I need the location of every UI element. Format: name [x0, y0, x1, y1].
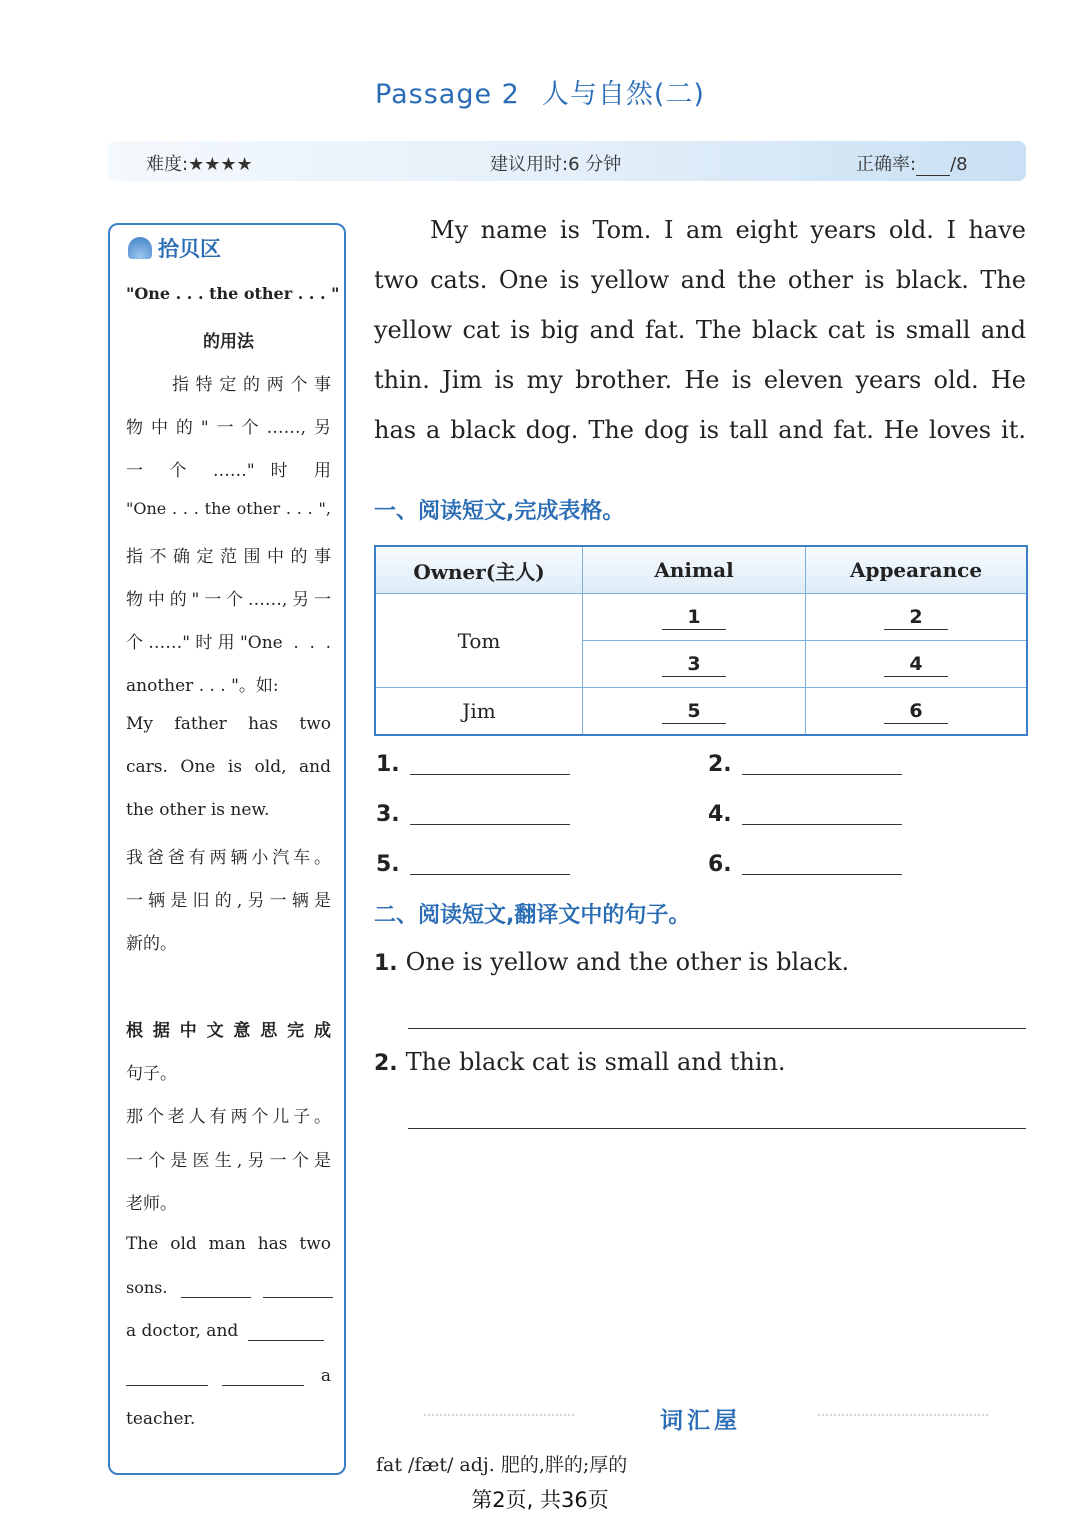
- sidebar-line: teacher.: [126, 1409, 196, 1429]
- passage-line: has a black dog. The dog is tall and fat. He loves it.: [374, 416, 1026, 444]
- sidebar-line: 句子。: [126, 1064, 177, 1084]
- fill-blank[interactable]: [126, 1369, 208, 1386]
- section1-title: 一、阅读短文,完成表格。: [374, 499, 625, 524]
- sidebar-line: "One . . . the other . . . ": [126, 284, 340, 303]
- answer-line[interactable]: [742, 806, 902, 825]
- passage-line: yellow cat is big and fat. The black cat is small and: [374, 316, 1026, 344]
- sidebar-line: 新的。: [126, 934, 177, 954]
- sidebar-line: 我爸爸有两辆小汽车。: [126, 848, 331, 868]
- blank-5[interactable]: 5: [662, 699, 726, 724]
- page-number: 第2页, 共36页: [471, 1488, 609, 1512]
- sidebar-line: 一个是医生,另一个是: [126, 1151, 331, 1171]
- sidebar-line: My father has two: [126, 714, 331, 734]
- owner-cell: Tom: [375, 594, 583, 688]
- sidebar-line: a doctor, and: [126, 1321, 331, 1341]
- sidebar-line: The old man has two: [126, 1234, 331, 1254]
- sidebar-line: 根据中文意思完成: [126, 1021, 331, 1041]
- sidebar-line: cars. One is old, and: [126, 757, 331, 777]
- table-cell: [583, 641, 806, 688]
- info-bar: [108, 141, 1026, 181]
- sidebar-line: 个……"时用"One . . .: [126, 633, 331, 653]
- sidebar-line: 的用法: [203, 332, 254, 352]
- blank-6[interactable]: 6: [884, 699, 948, 724]
- table-cell: [806, 641, 1028, 688]
- sidebar-line: a: [126, 1366, 331, 1386]
- sidebar-title: 拾贝区: [128, 233, 221, 263]
- answer-2: 2.: [708, 752, 902, 777]
- passage-line: My name is Tom. I am eight years old. I have: [430, 216, 1026, 244]
- sidebar-line: 一辆是旧的,另一辆是: [126, 891, 331, 911]
- answer-6: 6.: [708, 852, 902, 877]
- fill-blank[interactable]: [181, 1281, 251, 1298]
- table-cell: [583, 594, 806, 641]
- passage-line: two cats. One is yellow and the other is black. The: [374, 266, 1026, 294]
- sidebar-line: 那个老人有两个儿子。: [126, 1107, 331, 1127]
- table-header: Animal: [583, 546, 806, 594]
- table-cell: [806, 594, 1028, 641]
- sidebar-line: another . . . "。如:: [126, 676, 279, 696]
- vocab-title: 词汇屋: [660, 1408, 741, 1434]
- fill-blank[interactable]: [248, 1324, 324, 1341]
- section2-title: 二、阅读短文,翻译文中的句子。: [374, 903, 691, 928]
- table-header: Appearance: [806, 546, 1028, 594]
- answer-line[interactable]: [410, 806, 570, 825]
- translation-line-1[interactable]: [408, 1028, 1026, 1029]
- answer-line[interactable]: [410, 756, 570, 775]
- table-cell: [806, 688, 1028, 736]
- answer-1: 1.: [376, 752, 570, 777]
- sidebar-line: "One . . . the other . . . ",: [126, 499, 331, 518]
- vocab-entry: fat /fæt/ adj. 肥的,胖的;厚的: [376, 1454, 628, 1476]
- sidebar-line: the other is new.: [126, 800, 270, 820]
- answer-line[interactable]: [410, 856, 570, 875]
- owner-table: [374, 545, 1028, 736]
- suggested-time: 建议用时:6 分钟: [490, 154, 622, 175]
- difficulty-label: 难度:★★★★: [146, 154, 253, 175]
- table-cell: [583, 688, 806, 736]
- answer-4: 4.: [708, 802, 902, 827]
- divider: [818, 1414, 988, 1416]
- blank-4[interactable]: 4: [884, 652, 948, 677]
- sidebar-line: 指特定的两个事: [172, 375, 331, 395]
- sidebar-line: 物中的"一个……,另一: [126, 590, 331, 610]
- translate-question-1: 1. One is yellow and the other is black.: [374, 948, 850, 976]
- shell-icon: [128, 237, 152, 259]
- translate-question-2: 2. The black cat is small and thin.: [374, 1048, 786, 1076]
- fill-blank[interactable]: [222, 1369, 304, 1386]
- fill-blank[interactable]: [263, 1281, 333, 1298]
- translation-line-2[interactable]: [408, 1128, 1026, 1129]
- sidebar-line: 物中的"一个……,另: [126, 418, 331, 438]
- page-title: [0, 72, 1080, 111]
- passage-theme: 人与自然(二): [541, 79, 705, 110]
- answer-3: 3.: [376, 802, 570, 827]
- passage-line: thin. Jim is my brother. He is eleven years old. He: [374, 366, 1026, 394]
- blank-3[interactable]: 3: [662, 652, 726, 677]
- table-header: Owner(主人): [375, 546, 583, 594]
- blank-2[interactable]: 2: [884, 605, 948, 630]
- passage-number: Passage 2: [375, 79, 520, 110]
- blank-1[interactable]: 1: [662, 605, 726, 630]
- accuracy-label: 正确率: /8: [856, 154, 968, 175]
- sidebar-line: 一 个 ……" 时 用: [126, 461, 331, 481]
- answer-line[interactable]: [742, 756, 902, 775]
- divider: [424, 1414, 574, 1416]
- answer-5: 5.: [376, 852, 570, 877]
- answer-line[interactable]: [742, 856, 902, 875]
- sidebar-line: sons.: [126, 1278, 331, 1298]
- owner-cell: Jim: [375, 688, 583, 736]
- sidebar-line: 老师。: [126, 1194, 177, 1214]
- sidebar-line: 指不确定范围中的事: [126, 547, 331, 567]
